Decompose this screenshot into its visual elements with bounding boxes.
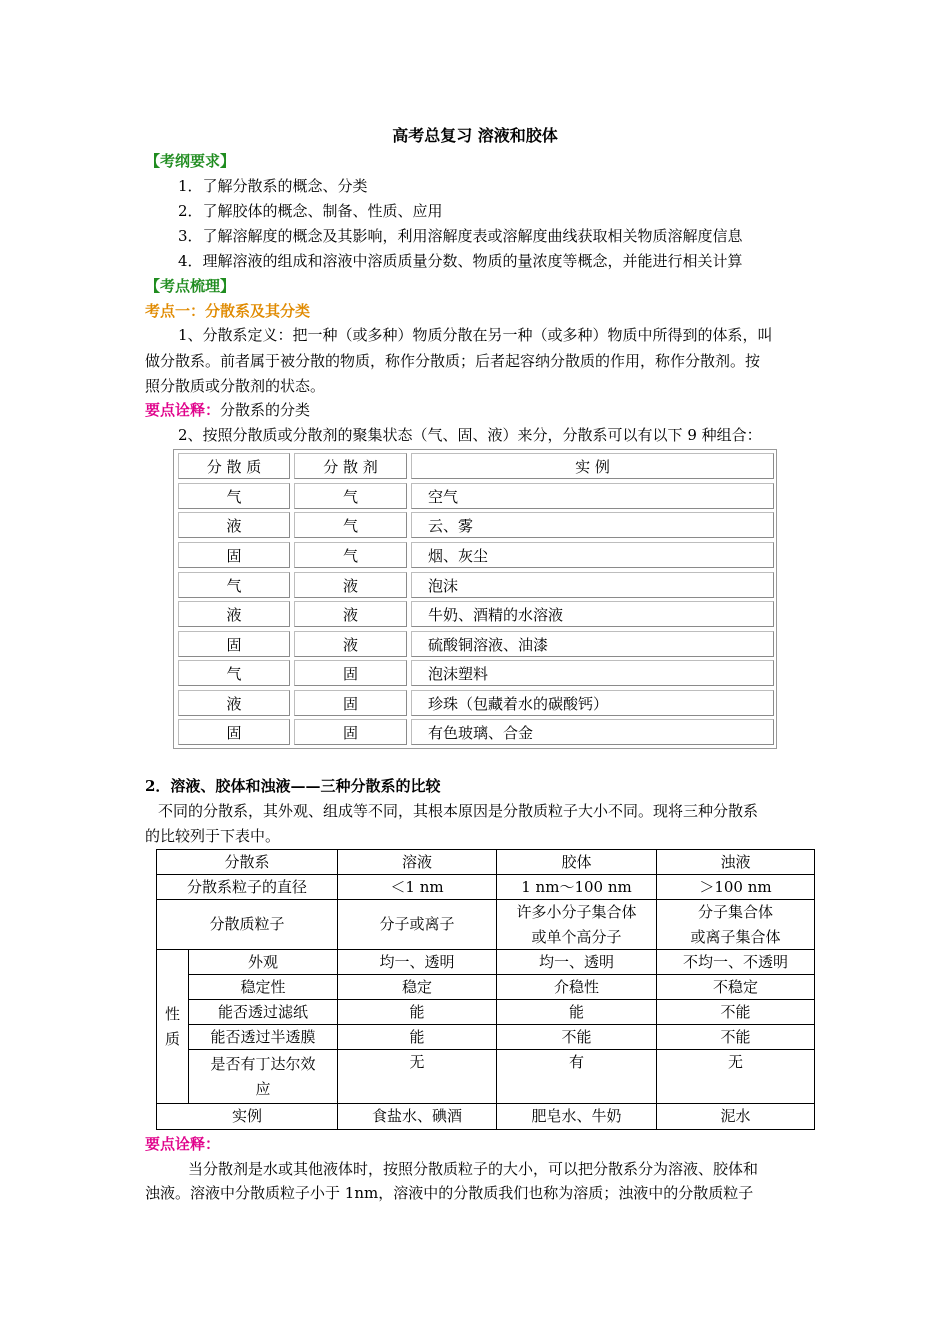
paragraph-line: 当分散剂是水或其他液体时，按照分散质粒子的大小，可以把分散系分为溶液、胶体和 — [188, 1160, 759, 1178]
table-cell: 固 — [294, 719, 407, 745]
point1-heading: 考点一：分散系及其分类 — [145, 302, 311, 320]
note-label: 要点诠释： — [145, 1135, 221, 1153]
table-row — [178, 601, 772, 627]
table-cell: 液 — [178, 512, 290, 538]
header-cell: 实 例 — [411, 453, 774, 479]
requirement-item: 3．了解溶解度的概念及其影响，利用溶解度表或溶解度曲线获取相关物质溶解度信息 — [178, 227, 743, 245]
table-cell: 气 — [178, 483, 290, 509]
table-cell: 无 — [656, 1049, 815, 1104]
cell-line: 或离子集合体 — [690, 927, 781, 946]
header-cell: 分 散 剂 — [294, 453, 407, 479]
table-cell: 不均一、不透明 — [656, 949, 815, 975]
table-cell: 不能 — [656, 999, 815, 1025]
page-title: 高考总复习 溶液和胶体 — [392, 126, 558, 145]
header-cell: 分散系 — [156, 849, 338, 875]
table-cell: 肥皂水、牛奶 — [496, 1103, 657, 1130]
property-group-label — [156, 949, 189, 1104]
cell-line: 分子集合体 — [697, 902, 773, 921]
table-row — [178, 542, 772, 568]
header-cell: 分 散 质 — [178, 453, 290, 479]
note-label: 要点诠释： — [145, 401, 221, 419]
requirement-item: 4．理解溶液的组成和溶液中溶质质量分数、物质的量浓度等概念，并能进行相关计算 — [178, 252, 743, 270]
header-cell: 胶体 — [496, 849, 657, 875]
table-cell — [656, 899, 815, 950]
table-cell: 不稳定 — [656, 974, 815, 1000]
table-cell: 珍珠（包藏着水的碳酸钙） — [411, 690, 774, 716]
table-cell: 固 — [178, 719, 290, 745]
table-cell: 固 — [294, 690, 407, 716]
table-cell: 云、雾 — [411, 512, 774, 538]
note-line — [145, 398, 310, 422]
paragraph-line: 浊液。溶液中分散质粒子小于 1nm，溶液中的分散质我们也称为溶质；浊液中的分散质粒子 — [145, 1184, 754, 1202]
table-cell: 烟、灰尘 — [411, 542, 774, 568]
table-cell: 介稳性 — [496, 974, 657, 1000]
group-char: 质 — [164, 1029, 180, 1048]
table-cell: 固 — [178, 631, 290, 657]
table-cell: 能 — [337, 999, 497, 1025]
requirement-item: 1．了解分散系的概念、分类 — [178, 177, 368, 195]
table-cell: 气 — [178, 660, 290, 686]
table-cell: 液 — [178, 690, 290, 716]
table-cell: 气 — [294, 512, 407, 538]
cell-line: 应 — [255, 1079, 271, 1098]
table-cell: 分散质粒子 — [156, 899, 338, 950]
header-cell: 溶液 — [337, 849, 497, 875]
table-cell: 1 nm～100 nm — [496, 874, 657, 900]
table-cell: 固 — [178, 542, 290, 568]
table-cell: 泡沫 — [411, 572, 774, 598]
table-cell: 泥水 — [656, 1103, 815, 1130]
table-cell: 实例 — [156, 1103, 338, 1130]
table-cell — [188, 1049, 338, 1104]
table-cell: 能否透过半透膜 — [188, 1024, 338, 1050]
table-cell: 稳定性 — [188, 974, 338, 1000]
table-cell: 分散系粒子的直径 — [156, 874, 338, 900]
cell-line: 是否有丁达尔效 — [210, 1054, 316, 1073]
table-cell: 泡沫塑料 — [411, 660, 774, 686]
table-cell: 均一、透明 — [496, 949, 657, 975]
table-cell: 能否透过滤纸 — [188, 999, 338, 1025]
review-heading: 【考点梳理】 — [145, 277, 236, 295]
table-cell: 液 — [294, 572, 407, 598]
cell-line: 许多小分子集合体 — [516, 902, 637, 921]
table-cell: 外观 — [188, 949, 338, 975]
paragraph-line: 不同的分散系，其外观、组成等不同，其根本原因是分散质粒子大小不同。现将三种分散系 — [158, 802, 759, 820]
table-cell: 气 — [178, 572, 290, 598]
table-cell: 均一、透明 — [337, 949, 497, 975]
note-text: 分散系的分类 — [220, 401, 311, 419]
dispersion-combination-table — [173, 449, 777, 749]
table-cell: 固 — [294, 660, 407, 686]
table-cell: 稳定 — [337, 974, 497, 1000]
table-cell: ＞100 nm — [656, 874, 815, 900]
table-cell: 分子或离子 — [337, 899, 497, 950]
group-char: 性 — [164, 1004, 180, 1023]
table-cell: 硫酸铜溶液、油漆 — [411, 631, 774, 657]
cell-line: 或单个高分子 — [531, 927, 622, 946]
table-cell — [496, 899, 657, 950]
table-cell: 不能 — [656, 1024, 815, 1050]
table-cell: 有 — [496, 1049, 657, 1104]
dispersion-comparison-table — [156, 849, 815, 1131]
table-cell: 牛奶、酒精的水溶液 — [411, 601, 774, 627]
table-cell: 空气 — [411, 483, 774, 509]
requirement-item: 2．了解胶体的概念、制备、性质、应用 — [178, 202, 443, 220]
table-row — [178, 719, 772, 745]
table-row — [178, 690, 772, 716]
table-cell: 食盐水、碘酒 — [337, 1103, 497, 1130]
table-cell: ＜1 nm — [337, 874, 497, 900]
table-row — [178, 512, 772, 538]
table-cell: 气 — [294, 483, 407, 509]
table-cell: 无 — [337, 1049, 497, 1104]
table-row — [178, 631, 772, 657]
paragraph-line: 做分散系。前者属于被分散的物质，称作分散质；后者起容纳分散质的作用，称作分散剂。按 — [145, 352, 761, 370]
table-cell: 不能 — [496, 1024, 657, 1050]
paragraph-line: 2、按照分散质或分散剂的聚集状态（气、固、液）来分，分散系可以有以下 9 种组合： — [178, 426, 762, 444]
table-cell: 液 — [294, 631, 407, 657]
header-cell: 浊液 — [656, 849, 815, 875]
table-row — [178, 483, 772, 509]
table-cell: 能 — [337, 1024, 497, 1050]
table-row — [178, 660, 772, 686]
table-cell: 有色玻璃、合金 — [411, 719, 774, 745]
paragraph-line: 照分散质或分散剂的状态。 — [145, 377, 326, 395]
table-header-row — [178, 453, 772, 479]
table-row — [178, 572, 772, 598]
table-cell: 能 — [496, 999, 657, 1025]
section2-heading: 2．溶液、胶体和浊液——三种分散系的比较 — [145, 777, 441, 795]
table-cell: 气 — [294, 542, 407, 568]
paragraph-line: 1、分散系定义：把一种（或多种）物质分散在另一种（或多种）物质中所得到的体系，叫 — [178, 326, 773, 344]
paragraph-line: 的比较列于下表中。 — [145, 827, 281, 845]
table-cell: 液 — [178, 601, 290, 627]
table-cell: 液 — [294, 601, 407, 627]
requirements-heading: 【考纲要求】 — [145, 152, 236, 170]
